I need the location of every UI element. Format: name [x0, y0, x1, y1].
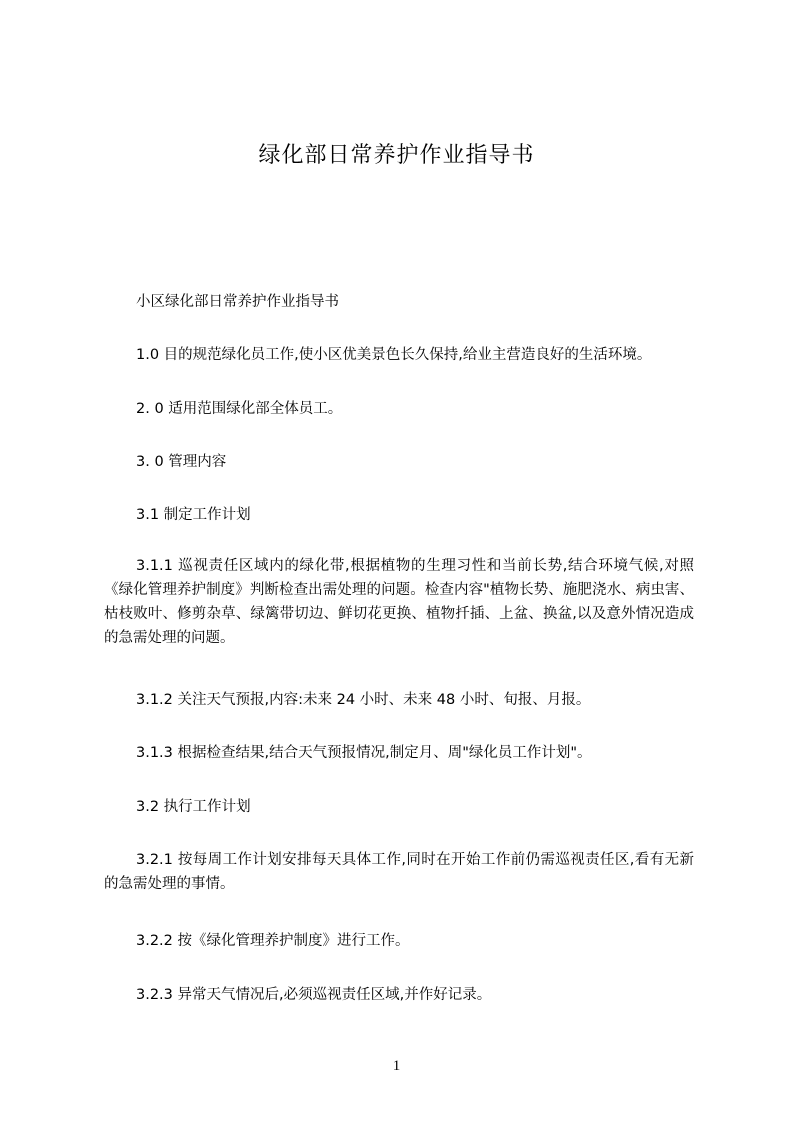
- paragraph-management-content: 3. 0 管理内容: [136, 454, 227, 470]
- paragraph-3-1-2: 3.1.2 关注天气预报,内容:未来 24 小时、未来 48 小时、旬报、月报。: [136, 692, 591, 708]
- paragraph-3-2-2: 3.2.2 按《绿化管理养护制度》进行工作。: [136, 933, 410, 949]
- page-number: 1: [392, 1058, 401, 1074]
- paragraph-subtitle: 小区绿化部日常养护作业指导书: [136, 294, 339, 310]
- document-title: 绿化部日常养护作业指导书: [258, 143, 535, 168]
- paragraph-scope: 2. 0 适用范围绿化部全体员工。: [136, 401, 343, 417]
- paragraph-purpose: 1.0 目的规范绿化员工作,使小区优美景色长久保持,给业主营造良好的生活环境。: [136, 347, 652, 363]
- paragraph-3-1-heading: 3.1 制定工作计划: [136, 507, 251, 523]
- paragraph-3-1-3: 3.1.3 根据检查结果,结合天气预报情况,制定月、周"绿化员工作计划"。: [136, 745, 592, 761]
- paragraph-3-2-3: 3.2.3 异常天气情况后,必须巡视责任区域,并作好记录。: [136, 987, 492, 1003]
- paragraph-3-2-heading: 3.2 执行工作计划: [136, 799, 251, 815]
- paragraph-3-1-1: 3.1.1 巡视责任区域内的绿化带,根据植物的生理习性和当前长势,结合环境气候,对照《绿化管理养护制度》判断检查出需处理的问题。检查内容"植物长势、施肥浇水、病虫害、枯枝败叶、修剪杂草、绿篱带切边、鲜切花更换、植物扦插、上盆、换盆,以及意外情况造成的急需处理的问题。: [104, 558, 694, 646]
- paragraph-3-2-1: 3.2.1 按每周工作计划安排每天具体工作,同时在开始工作前仍需巡视责任区,看有无新的急需处理的事情。: [104, 852, 694, 892]
